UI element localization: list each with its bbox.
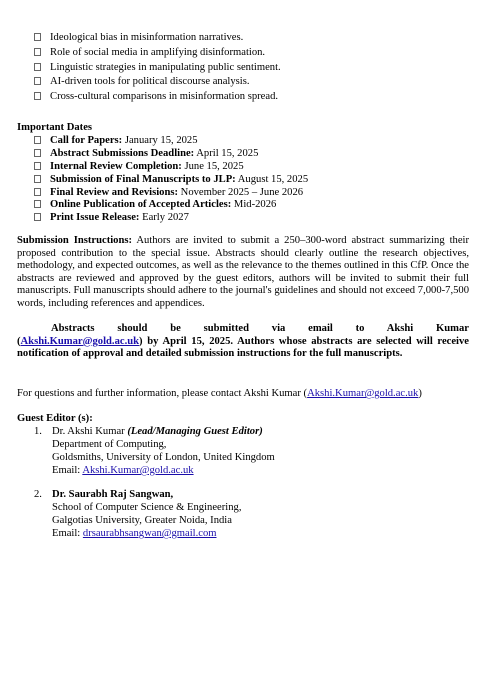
list-number: 2. xyxy=(34,489,42,500)
date-item: Final Review and Revisions: November 2025 – June 2026 xyxy=(34,186,308,199)
email-link[interactable]: Akshi.Kumar@gold.ac.uk xyxy=(82,465,194,476)
checkbox-bullet-icon xyxy=(34,213,41,221)
editor-email-line: Email: drsaurabhsangwan@gmail.com xyxy=(52,528,217,539)
editor-institution: Galgotias University, Greater Noida, India xyxy=(52,515,232,526)
editor-department: Department of Computing, xyxy=(52,439,167,450)
important-dates-list xyxy=(34,134,308,224)
checkbox-bullet-icon xyxy=(34,188,41,196)
editor-email-line: Email: Akshi.Kumar@gold.ac.uk xyxy=(52,465,194,476)
date-item: Print Issue Release: Early 2027 xyxy=(34,211,308,224)
email-link[interactable]: drsaurabhsangwan@gmail.com xyxy=(82,528,217,539)
date-item: Submission of Final Manuscripts to JLP: August 15, 2025 xyxy=(34,173,308,186)
topic-item: Cross-cultural comparisons in misinformation spread. xyxy=(34,90,281,105)
checkbox-bullet-icon xyxy=(34,33,41,41)
topic-item: Linguistic strategies in manipulating public sentiment. xyxy=(34,61,281,76)
important-dates-heading: Important Dates xyxy=(17,122,93,133)
submission-instructions: Submission Instructions: Authors are invited to submit a 250–300-word abstract summarizing their proposed contribution to the special issue. Abstracts should clearly outline the research objectives, methodology, and expected outcomes, as well as the relevance to the themes outlined in this CfP. Once the abstracts are reviewed and approved by the guest editors, authors will be invited to submit their full manuscripts. Full manuscripts should adhere to the journal's guidelines and should not exceed 7,000-7,500 words, including references and appendices. xyxy=(17,235,469,309)
editor-name-line: Dr. Akshi Kumar (Lead/Managing Guest Editor) xyxy=(52,426,263,437)
checkbox-bullet-icon xyxy=(34,77,41,85)
email-link[interactable]: Akshi.Kumar@gold.ac.uk xyxy=(307,388,419,399)
date-item: Call for Papers: January 15, 2025 xyxy=(34,134,308,147)
topic-item: Role of social media in amplifying disinformation. xyxy=(34,46,281,61)
guest-editor-entry xyxy=(34,425,275,477)
editor-name-line: Dr. Saurabh Raj Sangwan, xyxy=(52,489,174,500)
topic-item: Ideological bias in misinformation narratives. xyxy=(34,31,281,46)
date-item: Internal Review Completion: June 15, 2025 xyxy=(34,160,308,173)
date-item: Online Publication of Accepted Articles: Mid-2026 xyxy=(34,198,308,211)
guest-editors-heading: Guest Editor (s): xyxy=(17,413,93,424)
checkbox-bullet-icon xyxy=(34,63,41,71)
checkbox-bullet-icon xyxy=(34,175,41,183)
contact-line: For questions and further information, please contact Akshi Kumar (Akshi.Kumar@gold.ac.uk) xyxy=(17,388,422,399)
date-item: Abstract Submissions Deadline: April 15, 2025 xyxy=(34,147,308,160)
guest-editor-entry xyxy=(34,488,241,540)
list-number: 1. xyxy=(34,426,42,437)
topic-list xyxy=(34,31,281,105)
checkbox-bullet-icon xyxy=(34,200,41,208)
checkbox-bullet-icon xyxy=(34,162,41,170)
abstract-submission-note: Abstracts should be submitted via email to Akshi Kumar (Akshi.Kumar@gold.ac.uk) by April 15, 2025. Authors whose abstracts are selected will receive notification of approval and detailed submission instructions for the full manuscripts. xyxy=(17,323,469,360)
checkbox-bullet-icon xyxy=(34,149,41,157)
email-link[interactable]: Akshi.Kumar@gold.ac.uk xyxy=(20,335,139,347)
topic-item: AI-driven tools for political discourse analysis. xyxy=(34,75,281,90)
checkbox-bullet-icon xyxy=(34,136,41,144)
checkbox-bullet-icon xyxy=(34,92,41,100)
checkbox-bullet-icon xyxy=(34,48,41,56)
editor-department: School of Computer Science & Engineering, xyxy=(52,502,242,513)
editor-institution: Goldsmiths, University of London, United Kingdom xyxy=(52,452,275,463)
